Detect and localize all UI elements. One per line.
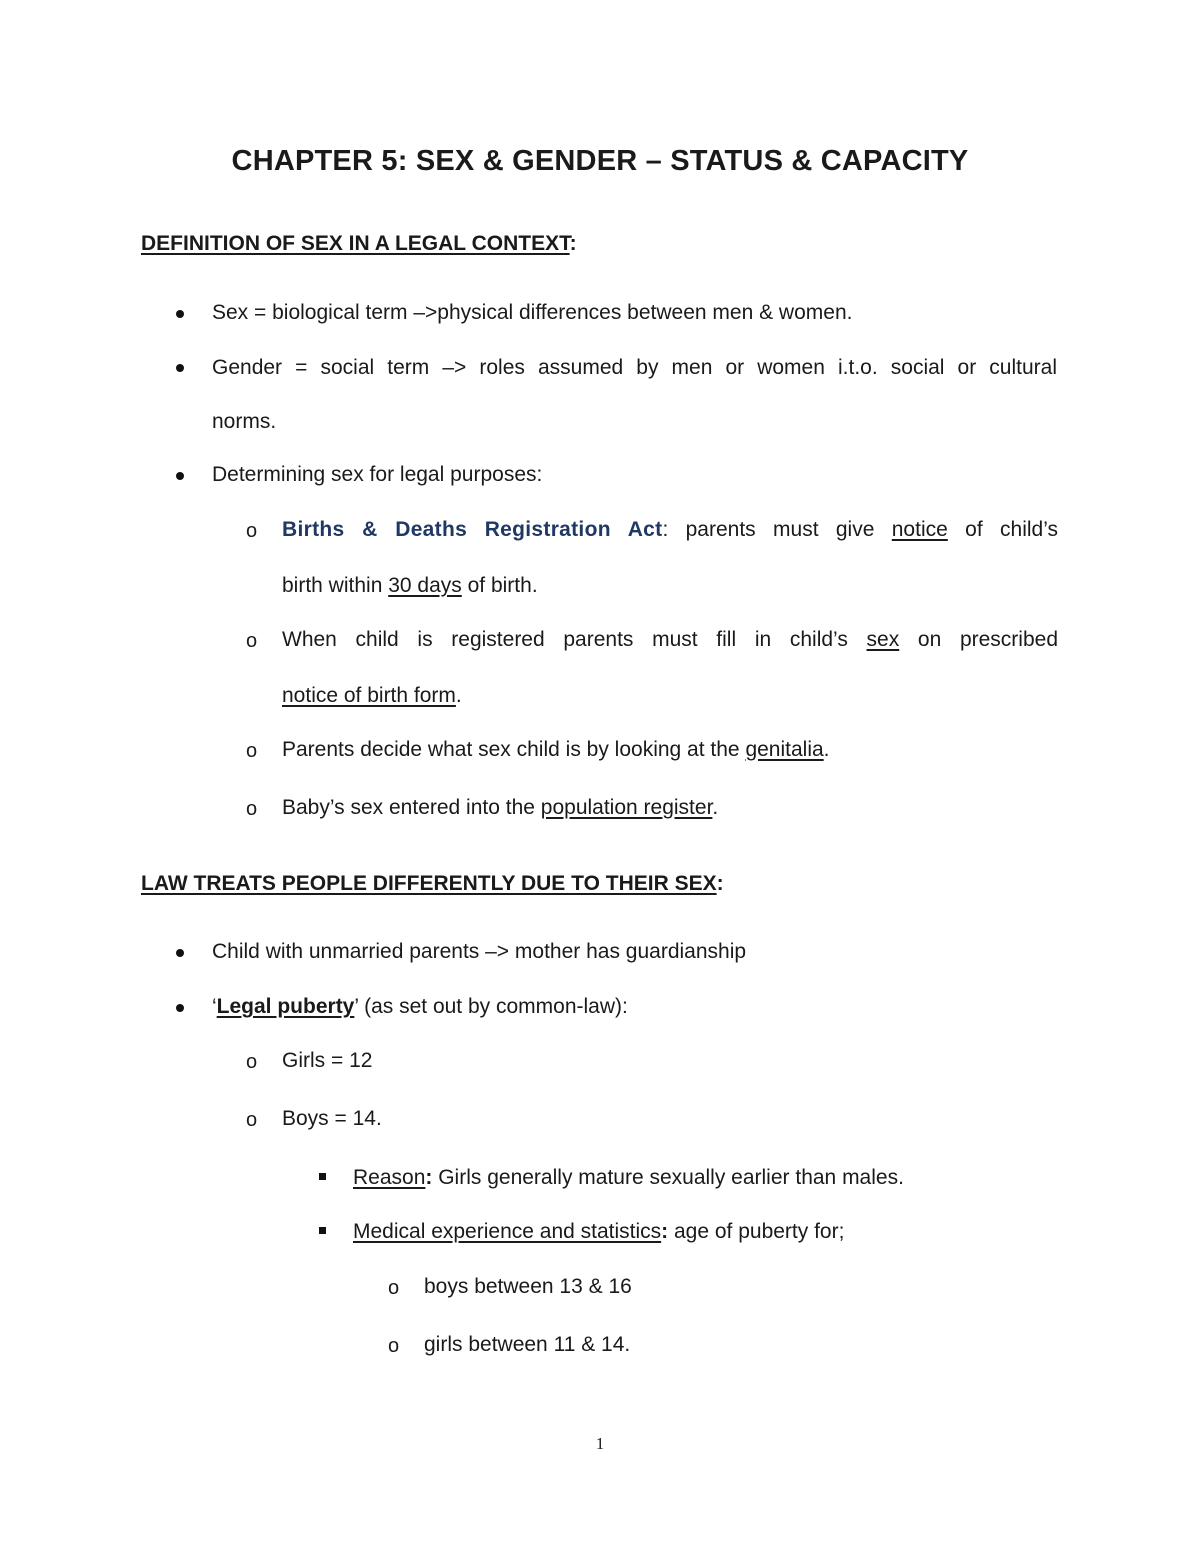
list-item	[212, 993, 628, 1021]
list-item: Sex = biological term –>physical differences between men & women.	[212, 301, 853, 324]
circle-bullet-icon: o	[388, 1277, 400, 1299]
circle-bullet-icon: o	[246, 1051, 258, 1073]
square-bullet-icon	[319, 1227, 326, 1234]
list-item: Child with unmarried parents –> mother has guardianship	[212, 940, 747, 963]
square-bullet-icon	[319, 1173, 326, 1180]
underlined-term: 30 days	[388, 574, 462, 597]
text: Girls generally mature sexually earlier than males.	[432, 1166, 904, 1189]
circle-bullet-icon: o	[246, 1109, 258, 1131]
sub-list-item-continuation	[282, 682, 462, 710]
sub-list-item: Girls = 12	[282, 1049, 373, 1072]
text: on prescribed	[899, 628, 1059, 651]
text: Parents decide what sex child is by looking at the	[282, 738, 746, 761]
legal-puberty-term: Legal puberty	[216, 995, 355, 1018]
circle-bullet-icon: o	[246, 798, 258, 820]
underlined-term: notice of birth form	[282, 684, 456, 707]
text: birth within	[282, 574, 389, 597]
text: ‘	[212, 995, 217, 1018]
bullet-disc-icon	[176, 949, 184, 957]
sub-list-item: Boys = 14.	[282, 1107, 382, 1130]
underlined-term: sex	[866, 628, 900, 651]
sub-list-item	[282, 516, 1058, 544]
text: of birth.	[461, 574, 538, 597]
list-item: Gender = social term –> roles assumed by men or women i.t.o. social or cultural	[212, 356, 1057, 379]
circle-bullet-icon: o	[246, 630, 258, 652]
circle-bullet-icon: o	[388, 1335, 400, 1357]
bullet-disc-icon	[176, 310, 184, 318]
text: When child is registered parents must fill in child’s	[282, 628, 867, 651]
text: :	[661, 1220, 669, 1243]
sub-list-item	[282, 794, 718, 822]
heading-text: DEFINITION OF SEX IN A LEGAL CONTEXT	[141, 232, 570, 255]
text: .	[455, 684, 462, 707]
underlined-term: population register	[540, 796, 713, 819]
page-title: CHAPTER 5: SEX & GENDER – STATUS & CAPACITY	[231, 145, 969, 177]
list-item: Determining sex for legal purposes:	[212, 463, 543, 486]
text: of child’s	[947, 518, 1058, 541]
heading-text: LAW TREATS PEOPLE DIFFERENTLY DUE TO THEIR SEX	[141, 872, 717, 895]
page-number: 1	[595, 1434, 605, 1453]
circle-bullet-icon: o	[246, 740, 258, 762]
underlined-term: notice	[891, 518, 948, 541]
text: : parents must give	[662, 518, 892, 541]
bullet-disc-icon	[176, 1004, 184, 1012]
underlined-term: Medical experience and statistics	[353, 1220, 662, 1243]
sub-sub-list-item	[353, 1164, 904, 1192]
heading-colon: :	[569, 232, 577, 255]
section-heading-definition	[141, 230, 577, 258]
circle-bullet-icon: o	[246, 520, 258, 542]
sub-list-item	[282, 736, 830, 764]
underlined-term: genitalia	[745, 738, 824, 761]
text: Baby’s sex entered into the	[282, 796, 541, 819]
bullet-disc-icon	[176, 364, 184, 372]
text: age of puberty for;	[668, 1220, 845, 1243]
act-name: Births & Deaths Registration Act	[282, 518, 663, 541]
list-item-continuation: norms.	[212, 410, 277, 433]
bullet-disc-icon	[176, 472, 184, 480]
sub-sub-sub-list-item: girls between 11 & 14.	[424, 1333, 631, 1356]
section-heading-law-treats	[141, 870, 724, 898]
sub-list-item	[282, 626, 1058, 654]
text: .	[712, 796, 719, 819]
underlined-term: Reason	[353, 1166, 426, 1189]
sub-sub-sub-list-item: boys between 13 & 16	[424, 1275, 632, 1298]
text: ’ (as set out by common-law):	[354, 995, 628, 1018]
text: :	[425, 1166, 433, 1189]
sub-list-item-continuation	[282, 572, 538, 600]
text: .	[823, 738, 830, 761]
sub-sub-list-item	[353, 1218, 844, 1246]
heading-colon: :	[716, 872, 724, 895]
